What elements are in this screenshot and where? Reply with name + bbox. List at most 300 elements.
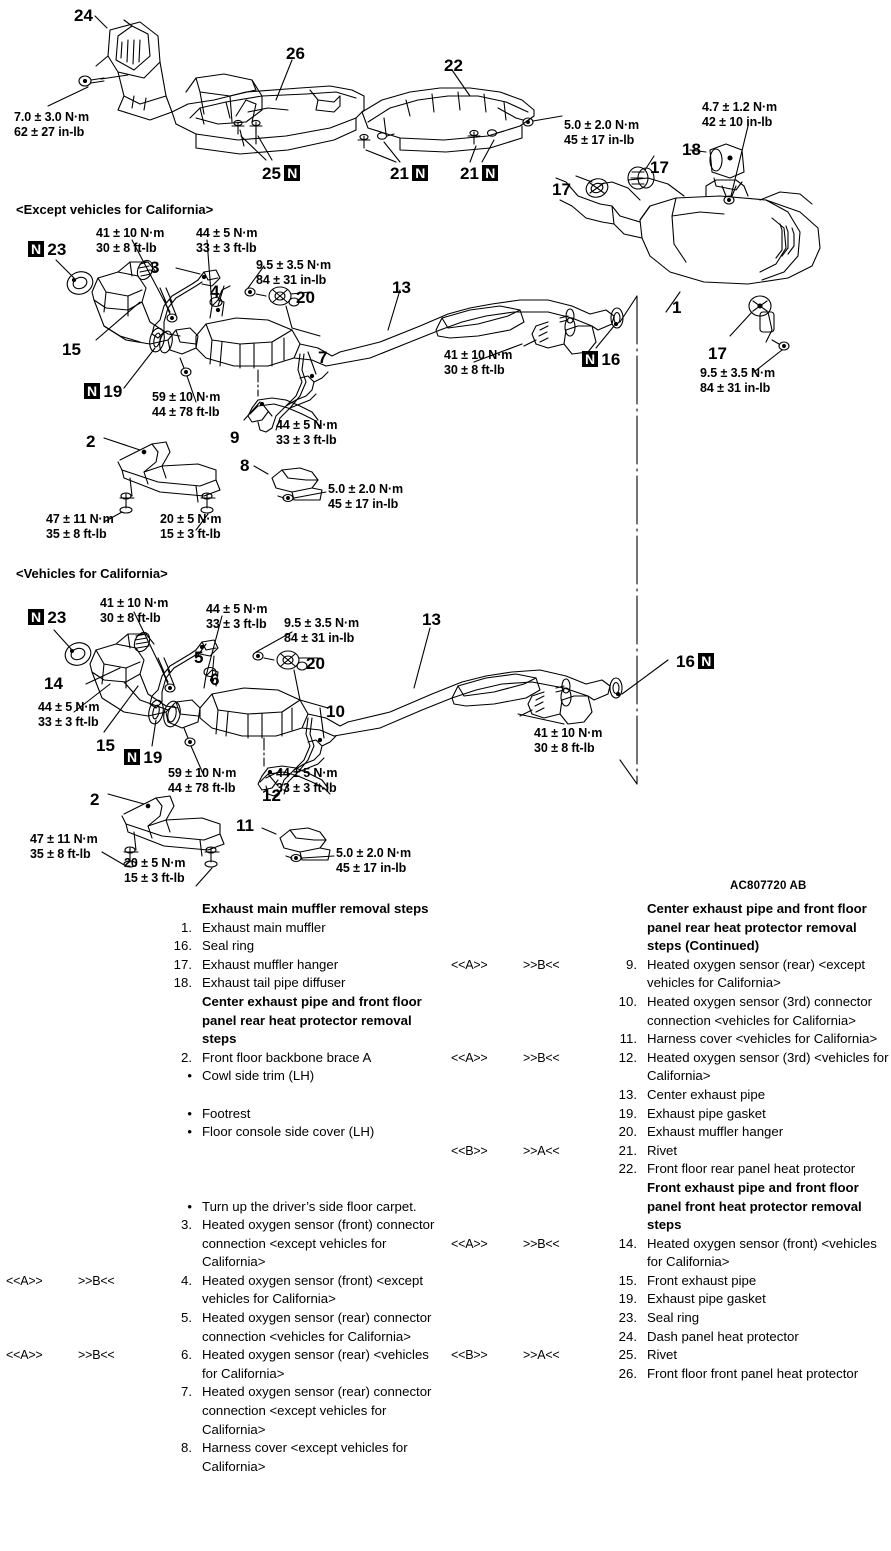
torque-line: 4.7 ± 1.2 N·m: [702, 100, 778, 114]
part-number-n-6: [210, 670, 219, 690]
o2-sensor-front-connector-3: [152, 270, 220, 338]
install-mark-a: <<A>>: [451, 1236, 488, 1251]
legend-item: [0, 1049, 445, 1068]
leader-torque-24: [48, 87, 88, 106]
torque-spec-t-6: [206, 602, 267, 632]
torque-line: 15 ± 3 ft-lb: [124, 870, 185, 885]
legend-item-number: 18.: [173, 975, 192, 991]
torque-spec-t-19b: [168, 766, 236, 796]
legend-heading-text: Exhaust main muffler removal steps: [202, 901, 429, 916]
leader-9: [244, 402, 260, 420]
bolt-california-front: [158, 658, 175, 692]
part-number-n-2a: [86, 432, 95, 452]
part-number-text: 1: [672, 298, 682, 317]
exhaust-main-muffler-1: [600, 180, 820, 284]
legend-item: [0, 1105, 445, 1124]
legend-item-number: •: [187, 1068, 192, 1084]
part-number-text: 15: [96, 736, 115, 755]
torque-line: 84 ± 31 in-lb: [700, 380, 771, 395]
legend-item: [0, 1067, 445, 1086]
bolt-muffler-hanger: [760, 312, 789, 350]
torque-line: 41 ± 10 N·m: [100, 596, 169, 610]
legend-item: [0, 1439, 445, 1476]
torque-spec-t-20b: [284, 616, 359, 646]
torque-spec-t-4: [196, 226, 257, 256]
leader-torque-2c: [102, 852, 126, 866]
figure-code: AC807720 AB: [730, 880, 807, 892]
torque-spec-t-18: [702, 100, 777, 130]
torque-spec-t-21: [564, 118, 639, 148]
torque-spec-t-2d: [124, 856, 185, 886]
torque-spec-t-20a: [256, 258, 331, 288]
part-number-text: 21: [390, 164, 409, 183]
legend-item-text: Turn up the driver’s side floor carpet.: [202, 1198, 417, 1214]
leader-16b: [622, 660, 668, 694]
install-mark-b: >>B<<: [523, 957, 560, 972]
leader-3: [176, 268, 200, 274]
part-number-text: 16: [676, 652, 695, 671]
legend-item: [445, 1030, 891, 1049]
part-number-n-21a: [390, 164, 428, 184]
bolt-24: [79, 76, 104, 86]
part-number-n-25: [262, 164, 300, 184]
torque-line: 33 ± 3 ft-lb: [206, 616, 267, 631]
rear-flange-assembly: [524, 308, 623, 354]
legend-group-heading: [445, 900, 891, 956]
leader-11: [262, 828, 276, 834]
legend-item-number: 10.: [618, 993, 637, 1009]
torque-line: 44 ± 5 N·m: [196, 226, 258, 240]
legend-item-number: 19.: [618, 1105, 637, 1121]
part-number-text: 3: [150, 258, 160, 277]
install-mark-a: <<A>>: [6, 1348, 43, 1363]
install-mark-a: <<A>>: [6, 1273, 43, 1288]
leader-bolt-22: [498, 108, 516, 118]
part-number-n-18: [682, 140, 701, 160]
part-number-text: 13: [422, 610, 441, 629]
torque-line: 9.5 ± 3.5 N·m: [700, 366, 776, 380]
part-number-n-21b: [460, 164, 498, 184]
part-number-text: 22: [444, 56, 463, 75]
legend-item-number: 25.: [618, 1347, 637, 1363]
leader-7: [308, 352, 316, 374]
exhaust-pipe-gasket-19-b: [147, 699, 183, 729]
legend-item: [0, 974, 445, 993]
part-number-text: 15: [62, 340, 81, 359]
legend-item-text: Heated oxygen sensor (rear) connector connection <except vehicles for California>: [202, 1384, 432, 1437]
part-number-n-20b: [306, 654, 325, 674]
torque-line: 84 ± 31 in-lb: [284, 630, 355, 645]
part-number-n-1: [672, 298, 681, 318]
torque-line: 47 ± 11 N·m: [46, 512, 114, 526]
legend-group-heading: [445, 1179, 891, 1235]
leader-2b: [108, 794, 144, 804]
legend-item: [0, 1309, 445, 1346]
exhaust-muffler-hanger-17-a: [584, 176, 610, 200]
hanger-20-bracket: [286, 306, 320, 336]
part-number-n-3: [150, 258, 159, 278]
legend-item-text: Heated oxygen sensor (front) <vehicles for California>: [647, 1235, 877, 1270]
legend-item-text: Seal ring: [647, 1310, 700, 1326]
legend-item: [0, 1272, 445, 1309]
install-mark-b: >>A<<: [523, 1143, 560, 1158]
bolt-59nm-b: [184, 728, 195, 746]
part-number-text: 17: [708, 344, 727, 363]
leader-torque-11: [302, 856, 334, 858]
install-mark-b: >>B<<: [78, 1273, 115, 1288]
leader-torque-2d: [196, 868, 212, 886]
legend-item: [0, 1383, 445, 1439]
part-number-n-2b: [90, 790, 99, 810]
legend-item-text: Exhaust muffler hanger: [647, 1124, 784, 1140]
torque-line: 44 ± 5 N·m: [206, 602, 268, 616]
part-number-text: 21: [460, 164, 479, 183]
leader-23a: [56, 260, 74, 278]
torque-line: 59 ± 10 N·m: [168, 766, 237, 780]
legend-item-number: 8.: [181, 1440, 192, 1456]
part-number-n-13a: [392, 278, 411, 298]
install-mark-a: <<A>>: [451, 957, 488, 972]
legend-heading-text: Center exhaust pipe and front floor panel rear heat protector removal steps (Continued): [647, 901, 867, 954]
torque-line: 44 ± 78 ft-lb: [168, 780, 236, 795]
section-label-except-california: <Except vehicles for California>: [16, 202, 214, 217]
legend-item: [0, 1198, 445, 1217]
legend-item-number: 22.: [618, 1161, 637, 1177]
part-number-n-7: [318, 348, 327, 368]
torque-spec-t-11: [336, 846, 411, 876]
part-number-n-23a: [28, 240, 66, 260]
part-number-text: 8: [240, 456, 250, 475]
torque-spec-t-14: [38, 700, 99, 730]
legend-item-number: 5.: [181, 1310, 192, 1326]
part-number-n-26: [286, 44, 305, 64]
part-number-text: 20: [296, 288, 315, 307]
part-number-n-20a: [296, 288, 315, 308]
legend-item-text: Heated oxygen sensor (3rd) connector connection <vehicles for California>: [647, 993, 873, 1028]
section-link-bottom: [620, 760, 637, 784]
exhaust-tail-pipe-diffuser-18: [710, 144, 744, 190]
n-badge-icon: N: [84, 383, 100, 399]
legend-item-text: Rivet: [647, 1347, 678, 1363]
legend-item: [0, 919, 445, 938]
section-link-top: [620, 296, 637, 322]
legend-item: [445, 993, 891, 1030]
legend-item-number: •: [187, 1198, 192, 1214]
legend-item-number: 21.: [618, 1142, 637, 1158]
legend-heading-text: Center exhaust pipe and front floor panel rear heat protector removal steps: [202, 993, 422, 1047]
legend-item: [0, 1346, 445, 1383]
harness-cover-8: [272, 468, 322, 502]
n-badge-icon: N: [28, 241, 44, 257]
n-badge-icon: N: [482, 165, 498, 181]
legend-item: [445, 1272, 891, 1291]
torque-line: 20 ± 5 N·m: [124, 856, 186, 870]
legend-item: [445, 1290, 891, 1309]
part-number-text: 24: [74, 6, 93, 25]
legend-item-text: Heated oxygen sensor (front) <except vehicles for California>: [202, 1272, 424, 1307]
part-number-n-19a: [84, 382, 122, 402]
n-badge-icon: N: [582, 351, 598, 367]
bolt-59nm: [180, 358, 191, 376]
part-number-text: 19: [103, 382, 123, 401]
torque-line: 44 ± 5 N·m: [276, 418, 338, 432]
legend-item: [445, 1328, 891, 1347]
torque-spec-t-16b: [534, 726, 602, 756]
rear-flange-california: [520, 678, 622, 724]
part-number-text: 17: [552, 180, 571, 199]
legend-item-text: Dash panel heat protector: [647, 1328, 799, 1344]
torque-line: 84 ± 31 in-lb: [256, 272, 327, 287]
part-number-text: 23: [47, 608, 67, 627]
legend-spacer: [0, 1086, 445, 1105]
part-number-n-11: [236, 816, 254, 836]
torque-line: 30 ± 8 ft-lb: [100, 610, 161, 625]
n-badge-icon: N: [124, 749, 140, 765]
legend-item-number: •: [187, 1105, 192, 1121]
legend-item-text: Exhaust pipe gasket: [647, 1105, 766, 1121]
part-number-text: 11: [236, 816, 254, 835]
legend-column-left: [0, 900, 445, 1476]
legend-item-number: 2.: [181, 1049, 192, 1065]
legend-column-right: [445, 900, 891, 1383]
torque-line: 5.0 ± 2.0 N·m: [328, 482, 404, 496]
part-number-text: 12: [262, 786, 281, 805]
torque-line: 41 ± 10 N·m: [534, 726, 603, 740]
legend-spacer: [0, 1142, 445, 1161]
torque-line: 47 ± 11 N·m: [30, 832, 98, 846]
part-number-text: 5: [194, 648, 204, 667]
torque-line: 33 ± 3 ft-lb: [196, 240, 257, 255]
install-mark-a: <<B>>: [451, 1348, 488, 1363]
leader-10: [320, 708, 324, 738]
leader-torque-16b: [518, 714, 564, 724]
torque-line: 44 ± 5 N·m: [276, 766, 338, 780]
part-number-n-23b: [28, 608, 66, 628]
legend-item-text: Front floor rear panel heat protector: [647, 1161, 856, 1177]
legend-item-number: 15.: [618, 1272, 637, 1288]
legend-item-text: Harness cover <vehicles for California>: [647, 1031, 878, 1047]
leader-torque-9: [264, 406, 272, 416]
removal-steps-legend: [0, 900, 891, 1551]
legend-item-number: 4.: [181, 1272, 192, 1288]
legend-item-number: 26.: [618, 1365, 637, 1381]
leader-21a: [366, 142, 400, 162]
legend-item-number: 19.: [618, 1291, 637, 1307]
exhaust-muffler-hanger-20-b: [253, 651, 307, 670]
legend-item: [445, 1160, 891, 1179]
legend-item: [445, 1142, 891, 1161]
install-mark-b: >>B<<: [78, 1348, 115, 1363]
torque-line: 44 ± 5 N·m: [38, 700, 100, 714]
leader-2a: [104, 438, 140, 450]
part-number-n-13b: [422, 610, 441, 630]
torque-line: 7.0 ± 3.0 N·m: [14, 110, 90, 124]
legend-item-text: Seal ring: [202, 938, 255, 954]
install-mark-b: >>A<<: [523, 1348, 560, 1363]
dash-panel-heat-protector-24: [96, 20, 172, 120]
part-number-n-8: [240, 456, 249, 476]
legend-item-text: Rivet: [647, 1142, 678, 1158]
part-number-text: 18: [682, 140, 701, 159]
torque-line: 9.5 ± 3.5 N·m: [284, 616, 360, 630]
legend-item-number: 23.: [618, 1310, 637, 1326]
torque-line: 59 ± 10 N·m: [152, 390, 221, 404]
legend-item: [445, 1049, 891, 1086]
legend-item-text: Heated oxygen sensor (rear) connector connection <vehicles for California>: [202, 1310, 432, 1344]
leader-15b: [104, 686, 138, 732]
torque-line: 5.0 ± 2.0 N·m: [564, 118, 640, 132]
torque-spec-t-8: [328, 482, 403, 512]
legend-item: [0, 937, 445, 956]
part-number-n-9: [230, 428, 239, 448]
install-mark-b: >>B<<: [523, 1236, 560, 1251]
part-number-n-17c: [708, 344, 727, 364]
part-number-n-5: [194, 648, 203, 668]
front-floor-rear-panel-heat-protector-22: [362, 88, 534, 152]
torque-line: 35 ± 8 ft-lb: [30, 846, 91, 861]
torque-spec-t-16a: [444, 348, 512, 378]
legend-item-text: Center exhaust pipe: [647, 1086, 766, 1102]
torque-line: 33 ± 3 ft-lb: [276, 432, 337, 447]
legend-item-text: Floor console side cover (LH): [202, 1124, 375, 1140]
leader-8: [254, 466, 268, 474]
legend-item-number: 20.: [618, 1124, 637, 1140]
torque-line: 20 ± 5 N·m: [160, 512, 222, 526]
part-number-n-17a: [650, 158, 669, 178]
legend-item-text: Heated oxygen sensor (front) connector connection <except vehicles for California>: [202, 1217, 435, 1270]
legend-item: [445, 1235, 891, 1272]
legend-item-number: 24.: [618, 1328, 637, 1344]
legend-group-heading: [0, 993, 445, 1049]
part-number-n-15a: [62, 340, 81, 360]
part-number-text: 20: [306, 654, 325, 673]
legend-item-text: Heated oxygen sensor (rear) <vehicles for California>: [202, 1347, 429, 1381]
part-number-n-16a: [582, 350, 620, 370]
legend-item: [445, 1365, 891, 1384]
legend-spacer: [0, 1160, 445, 1179]
part-number-n-19b: [124, 748, 162, 768]
legend-item: [445, 1086, 891, 1105]
part-number-n-14: [44, 674, 63, 694]
torque-line: 62 ± 27 in-lb: [14, 124, 85, 139]
front-exhaust-pipe-15: [92, 258, 198, 354]
exhaust-muffler-hanger-20-a: [245, 287, 299, 306]
legend-item-number: 11.: [619, 1031, 637, 1047]
torque-spec-t-17: [700, 366, 775, 396]
part-number-text: 7: [318, 348, 328, 367]
torque-spec-t-2c: [30, 832, 98, 862]
legend-item: [0, 1216, 445, 1272]
leader-17b: [576, 176, 592, 182]
part-number-text: 9: [230, 428, 240, 447]
torque-line: 44 ± 78 ft-lb: [152, 404, 220, 419]
section-label-california: <Vehicles for California>: [16, 566, 168, 581]
torque-line: 45 ± 17 in-lb: [564, 132, 635, 147]
legend-item-text: Front floor front panel heat protector: [647, 1365, 859, 1381]
part-number-n-17b: [552, 180, 571, 200]
torque-line: 9.5 ± 3.5 N·m: [256, 258, 332, 272]
torque-line: 5.0 ± 2.0 N·m: [336, 846, 412, 860]
torque-line: 41 ± 10 N·m: [96, 226, 165, 240]
leader-19a: [124, 348, 155, 388]
part-number-n-16b: [676, 652, 714, 672]
legend-item-text: Exhaust muffler hanger: [202, 956, 339, 972]
install-mark-a: <<A>>: [451, 1050, 488, 1065]
legend-group-heading: [0, 900, 445, 919]
legend-item-number: 17.: [173, 956, 192, 972]
torque-spec-t-2b: [160, 512, 221, 542]
torque-spec-t-19a: [152, 390, 220, 420]
legend-spacer: [0, 1179, 445, 1198]
part-number-text: 10: [326, 702, 345, 721]
part-number-text: 2: [90, 790, 100, 809]
legend-item-text: Harness cover <except vehicles for California>: [202, 1440, 408, 1474]
part-number-text: 23: [47, 240, 67, 259]
legend-item-number: 16.: [173, 938, 192, 954]
torque-line: 45 ± 17 in-lb: [336, 860, 407, 875]
legend-item: [0, 956, 445, 975]
leader-num-26: [276, 60, 292, 100]
legend-item-number: 3.: [181, 1217, 192, 1233]
torque-line: 41 ± 10 N·m: [444, 348, 513, 362]
legend-item-number: 14.: [618, 1235, 637, 1251]
part-number-n-22: [444, 56, 463, 76]
torque-line: 45 ± 17 in-lb: [328, 496, 399, 511]
legend-item-text: Exhaust tail pipe diffuser: [202, 975, 346, 991]
part-number-text: 17: [650, 158, 669, 177]
legend-item-number: 7.: [181, 1384, 192, 1400]
bolt-front-pipe: [160, 288, 177, 322]
part-number-n-4: [210, 282, 219, 302]
torque-line: 30 ± 8 ft-lb: [534, 740, 595, 755]
torque-line: 30 ± 8 ft-lb: [96, 240, 157, 255]
legend-item-number: 1.: [181, 919, 192, 935]
legend-item: [445, 1123, 891, 1142]
legend-item-text: Heated oxygen sensor (3rd) <vehicles for California>: [647, 1049, 889, 1084]
legend-item: [445, 1309, 891, 1328]
torque-line: 42 ± 10 in-lb: [702, 114, 773, 129]
part-number-text: 13: [392, 278, 411, 297]
install-mark-a: <<B>>: [451, 1143, 488, 1158]
part-number-text: 14: [44, 674, 63, 693]
torque-spec-t-24: [14, 110, 89, 140]
leader-13b: [414, 628, 430, 688]
part-number-text: 4: [210, 282, 220, 301]
install-mark-b: >>B<<: [523, 1050, 560, 1065]
part-number-n-10: [326, 702, 345, 722]
part-number-n-15b: [96, 736, 115, 756]
legend-item: [0, 1123, 445, 1142]
legend-item-text: Heated oxygen sensor (rear) <except vehicles for California>: [647, 956, 866, 991]
torque-spec-t-9: [276, 418, 337, 448]
part-number-n-24: [74, 6, 93, 26]
part-number-text: 6: [210, 670, 220, 689]
part-number-text: 2: [86, 432, 96, 451]
legend-item-text: Front exhaust pipe: [647, 1272, 757, 1288]
torque-line: 35 ± 8 ft-lb: [46, 526, 107, 541]
torque-line: 30 ± 8 ft-lb: [444, 362, 505, 377]
part-number-text: 25: [262, 164, 281, 183]
leader-23b: [54, 630, 72, 650]
leader-torque-21: [533, 116, 562, 121]
legend-item-text: Exhaust pipe gasket: [647, 1291, 766, 1307]
legend-item: [445, 1105, 891, 1124]
legend-item-number: •: [187, 1124, 192, 1140]
legend-item-text: Front floor backbone brace A: [202, 1049, 372, 1065]
legend-item-number: 9.: [626, 956, 637, 972]
legend-item-text: Cowl side trim (LH): [202, 1068, 315, 1084]
legend-item-text: Footrest: [202, 1105, 251, 1121]
